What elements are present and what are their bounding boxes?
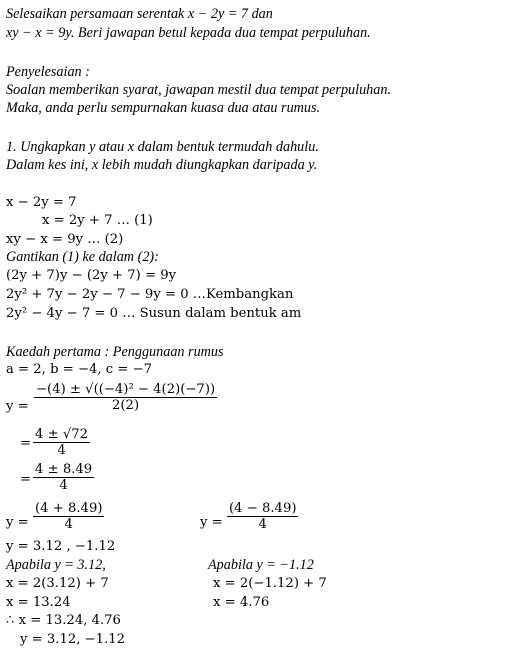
quadratic-formula — [34, 382, 217, 413]
case-right-step: x = 2(−1.12) + 7 — [213, 576, 327, 591]
substitute-note: Gantikan (1) ke dalam (2): — [6, 249, 159, 265]
root-minus-fraction — [227, 501, 298, 532]
formula-denominator: 2(2) — [112, 398, 140, 413]
simplification-1 — [33, 427, 90, 458]
simplification-2 — [33, 462, 94, 493]
root-plus-denominator: 4 — [64, 517, 73, 532]
case-right-condition: Apabila y = −1.12 — [208, 557, 314, 573]
question-line-1: Selesaikan persamaan serentak x − 2y = 7 dan — [6, 6, 273, 22]
equation-a: x − 2y = 7 — [6, 195, 77, 210]
step1-line-1: 1. Ungkapkan y atau x dalam bentuk termudah dahulu. — [6, 139, 319, 155]
equation-a-rearranged: x = 2y + 7 … (1) — [42, 213, 153, 228]
roots-line: y = 3.12 , −1.12 — [6, 539, 116, 554]
step1-line-2: Dalam kes ini, x lebih mudah diungkapkan daripada y. — [6, 157, 318, 173]
root-minus-numerator: (4 − 8.49) — [229, 501, 297, 516]
equals-sign-1: = — [20, 436, 32, 451]
case-right-result: x = 4.76 — [213, 595, 270, 610]
simplification-2-numerator: 4 ± 8.49 — [35, 462, 93, 477]
equation-b: xy − x = 9y … (2) — [6, 232, 124, 247]
simplification-2-denominator: 4 — [59, 478, 68, 493]
root-plus-fraction — [33, 501, 104, 532]
question-line-2: xy − x = 9y. Beri jawapan betul kepada dua tempat perpuluhan. — [6, 25, 371, 41]
y-equals-left: y = — [6, 515, 29, 530]
conclusion-y: y = 3.12, −1.12 — [20, 632, 126, 647]
y-equals-right: y = — [200, 515, 223, 530]
case-left-result: x = 13.24 — [6, 595, 71, 610]
case-left-condition: Apabila y = 3.12, — [6, 557, 106, 573]
solution-heading: Penyelesaian : — [6, 64, 90, 80]
root-plus-numerator: (4 + 8.49) — [35, 501, 103, 516]
equals-sign-2: = — [20, 472, 32, 487]
formula-numerator: −(4) ± √((−4)² − 4(2)(−7)) — [36, 382, 216, 397]
general-form-equation: 2y² − 4y − 7 = 0 … Susun dalam bentuk am — [6, 306, 302, 321]
solution-intro-line-2: Maka, anda perlu sempurnakan kuasa dua atau rumus. — [6, 100, 321, 116]
root-minus-denominator: 4 — [258, 517, 267, 532]
case-left-step: x = 2(3.12) + 7 — [6, 576, 109, 591]
conclusion-x: ∴ x = 13.24, 4.76 — [6, 613, 121, 628]
solution-intro-line-1: Soalan memberikan syarat, jawapan mestil dua tempat perpuluhan. — [6, 82, 392, 98]
y-equals-label: y = — [6, 399, 29, 414]
expanded-equation: 2y² + 7y − 2y − 7 − 9y = 0 …Kembangkan — [6, 287, 294, 302]
substituted-equation: (2y + 7)y − (2y + 7) = 9y — [6, 268, 177, 283]
coefficients: a = 2, b = −4, c = −7 — [6, 362, 153, 377]
simplification-1-denominator: 4 — [57, 443, 66, 458]
simplification-1-numerator: 4 ± √72 — [35, 427, 89, 442]
method-heading: Kaedah pertama : Penggunaan rumus — [6, 344, 224, 360]
